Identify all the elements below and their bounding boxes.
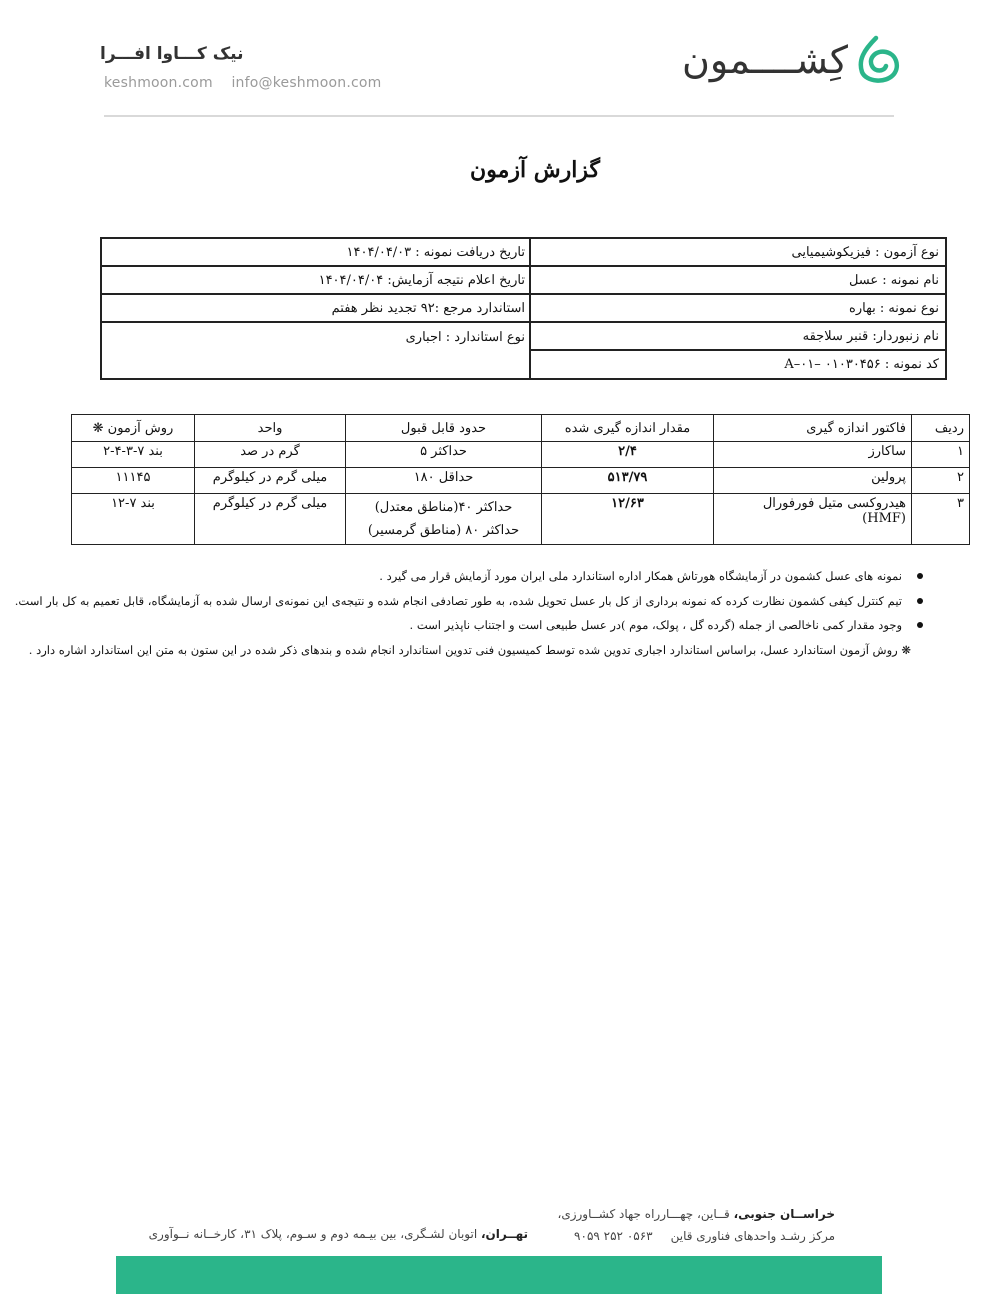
sample-info-left-column <box>102 239 531 378</box>
sample-kind: نوع نمونه : بهاره <box>531 295 945 323</box>
footer-street-qaen: قــاین، چهـــارراه جهاد کشــاورزی، <box>557 1207 734 1221</box>
row-unit: میلی گرم در کیلوگرم <box>195 468 346 494</box>
company-name: نیک کـــاوا افـــرا <box>100 44 244 64</box>
row-unit: گرم در صد <box>195 442 346 468</box>
brand-logo-block <box>682 34 900 86</box>
col-limit: حدود قابل قبول <box>346 415 542 442</box>
footer-address-qaen-line2 <box>557 1225 835 1247</box>
reference-standard: استاندارد مرجع :۹۲ تجدید نظر هفتم <box>102 295 531 323</box>
method-footnote: ❋ روش آزمون استاندارد عسل، براساس استاندارد اجباری تدوین شده توسط کمیسیون فنی تدوین استاندارد انجام شده و بندهای ذکر شده در این ستون به متن این استاندارد اشاره دارد . <box>28 642 911 657</box>
col-method: روش آزمون ❋ <box>72 415 195 442</box>
header-divider <box>104 115 894 117</box>
sample-info-right-column <box>529 239 945 378</box>
footer-address-tehran <box>149 1227 528 1241</box>
beekeeper-name: نام زنبوردار: قنبر سلاجقه <box>531 323 945 351</box>
received-date: تاریخ دریافت نمونه : ۱۴۰۴/۰۴/۰۳ <box>102 239 531 267</box>
note-text: نمونه های عسل کشمون در آزمایشگاه هورتاش همکار اداره استاندارد ملی ایران مورد آزمایش قرار می گیرد . <box>379 569 902 583</box>
row-method: ۱۱۱۴۵ <box>72 468 195 494</box>
notes-section <box>14 566 945 660</box>
footer-street-tehran: اتوبان لشـگری، بین بیـمه دوم و سـوم، پلاک ۳۱، کارخــانه نــوآوری <box>148 1227 481 1241</box>
brand-name: کِشــــمون <box>681 38 848 82</box>
row-unit: میلی گرم در کیلوگرم <box>195 494 346 545</box>
keshmoon-logo-icon <box>856 34 900 86</box>
table-row <box>72 442 970 468</box>
email-link[interactable]: info@keshmoon.com <box>231 75 382 91</box>
page-title: گزارش آزمون <box>470 157 600 183</box>
footer-city-qaen: خراســان جنوبی، <box>733 1207 835 1221</box>
row-index: ۱ <box>912 442 970 468</box>
col-value: مقدار اندازه گیری شده <box>542 415 714 442</box>
footer-city-tehran: تهــران، <box>480 1227 528 1241</box>
bullet-icon <box>917 573 923 579</box>
row-value: ۱۲/۶۳ <box>542 494 714 545</box>
note-item <box>65 566 945 591</box>
limit-tropical: حداکثر ۸۰ (مناطق گرمسیر) <box>367 523 520 538</box>
bullet-icon <box>917 598 923 604</box>
sample-info-table <box>100 237 947 380</box>
row-factor: هیدروکسی متیل فورفورال (HMF) <box>714 494 912 545</box>
col-unit: واحد <box>195 415 346 442</box>
col-factor: فاکتور اندازه گیری <box>714 415 912 442</box>
result-date: تاریخ اعلام نتیجه آزمایش: ۱۴۰۴/۰۴/۰۴ <box>102 267 531 295</box>
footer-address-qaen-line1 <box>557 1203 835 1225</box>
results-table <box>71 414 970 545</box>
footer-address-qaen <box>557 1203 835 1247</box>
results-header-row <box>72 415 970 442</box>
row-limit <box>346 494 542 545</box>
table-row <box>72 494 970 545</box>
row-factor: پرولین <box>714 468 912 494</box>
bullet-icon <box>917 622 923 628</box>
row-method: بند ۷-۱۲ <box>72 494 195 545</box>
row-limit: حداقل ۱۸۰ <box>346 468 542 494</box>
row-index: ۲ <box>912 468 970 494</box>
footer-color-bar <box>116 1256 882 1294</box>
limit-temperate: حداکثر ۴۰(مناطق معتدل) <box>374 500 513 515</box>
row-factor: ساکارز <box>714 442 912 468</box>
row-limit: حداکثر ۵ <box>346 442 542 468</box>
footer-phone[interactable]: ۰۵۶۳ ۲۵۲ ۹۰۵۹ <box>574 1229 653 1243</box>
row-index: ۳ <box>912 494 970 545</box>
note-item <box>65 615 945 640</box>
sample-code: کد نمونه : A–۰۱– ۰۱۰۳۰۴۵۶ <box>784 357 939 372</box>
contact-line <box>104 75 381 91</box>
col-index: ردیف <box>912 415 970 442</box>
note-item <box>14 591 945 616</box>
row-method: بند ۷-۳-۴-۲ <box>72 442 195 468</box>
website-link[interactable]: keshmoon.com <box>104 75 213 91</box>
note-text: وجود مقدار کمی ناخالصی از جمله (گرده گل ، پولک، موم )در عسل طبیعی است و اجتناب ناپذیر است . <box>409 618 902 632</box>
footer-center-name: مرکز رشـد واحدهای فناوری قاین <box>670 1229 835 1243</box>
table-row <box>72 468 970 494</box>
row-value: ۲/۴ <box>542 442 714 468</box>
note-text: تیم کنترل کیفی کشمون نظارت کرده که نمونه برداری از کل بار عسل تحویل شده، به طور تصادفی انجام شده و نتیجه‌ی این نمونه‌ی ارسال شده به آزمایشگاه، قابل تعمیم به کل بار است. <box>14 593 902 608</box>
row-value: ۵۱۳/۷۹ <box>542 468 714 494</box>
sample-name: نام نمونه : عسل <box>531 267 945 295</box>
test-type: نوع آزمون : فیزیکوشیمیایی <box>531 239 945 267</box>
standard-type: نوع استاندارد : اجباری <box>405 329 525 345</box>
